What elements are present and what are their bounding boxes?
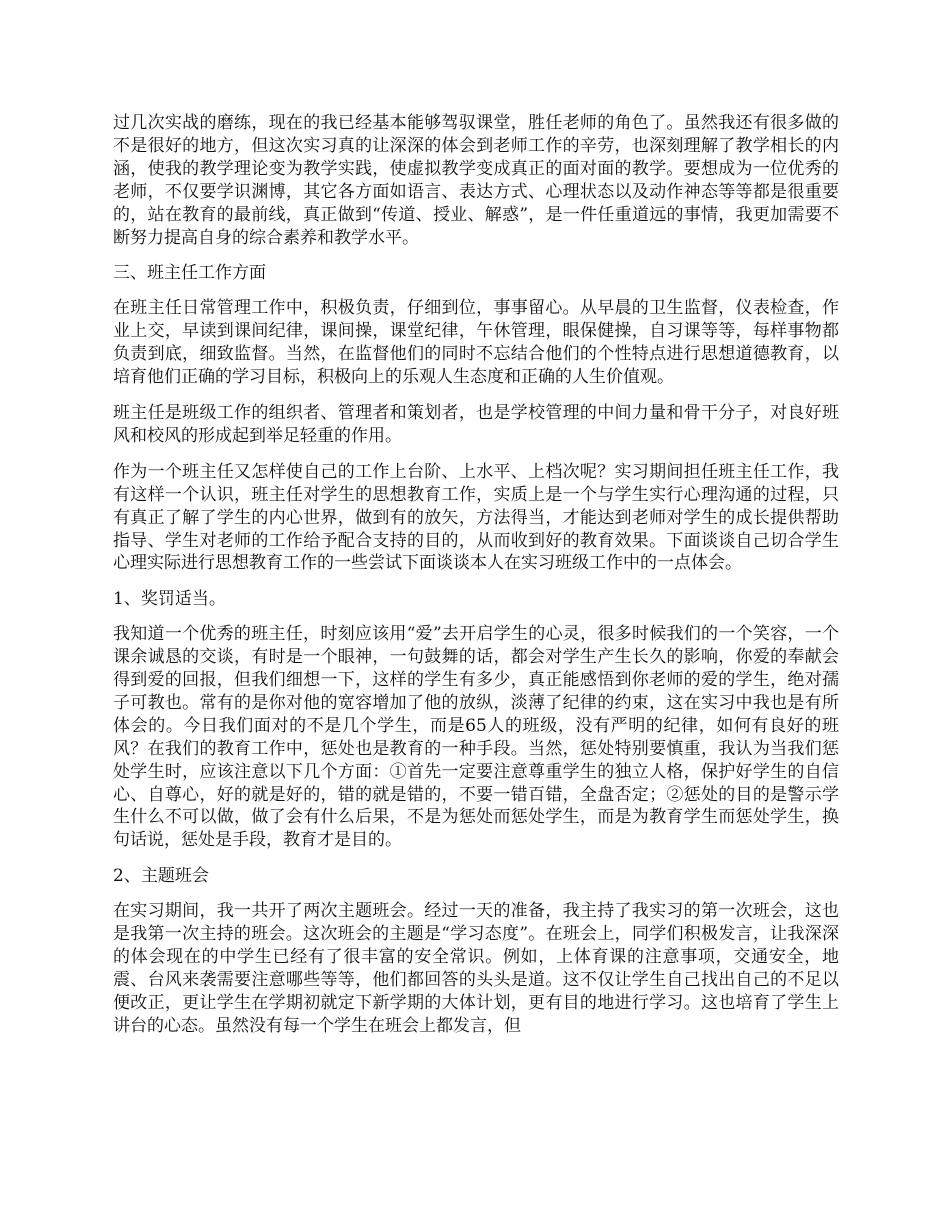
psychology-communication-paragraph: 作为一个班主任又怎样使自己的工作上台阶、上水平、上档次呢？实习期间担任班主任工作，我有这样一个认识，班主任对学生的思想教育工作，实质上是一个与学生实行心理沟通的过程，只有真正了解了学生的内心世界，做到有的放矢，方法得当，才能达到老师对学生的成长提供帮助指导、学生对老师的工作给予配合支持的目的，从而收到好的教育效果。下面谈谈自己切合学生心理实际进行思想教育工作的一些尝试下面谈谈本人在实习班级工作中的一点体会。	[113, 461, 839, 574]
reward-punishment-paragraph: 我知道一个优秀的班主任，时刻应该用“爱”去开启学生的心灵，很多时候我们的一个笑容，一个课余诚恳的交谈，有时是一个眼神，一句鼓舞的话，都会对学生产生长久的影响，你爱的奉献会得到爱的回报，但我们细想一下，这样的学生有多少，真正能感悟到你老师的爱的学生，绝对孺子可教也。常有的是你对他的宽容增加了他的放纵，淡薄了纪律的约束，这在实习中我也是有所体会的。今日我们面对的不是几个学生，而是65人的班级，没有严明的纪律，如何有良好的班风？在我们的教育工作中，惩处也是教育的一种手段。当然，惩处特别要慎重，我认为当我们惩处学生时，应该注意以下几个方面：①首先一定要注意尊重学生的独立人格，保护好学生的自信心、自尊心，好的就是好的，错的就是错的，不要一错百错，全盘否定；②惩处的目的是警示学生什么不可以做，做了会有什么后果，不是为惩处而惩处学生，而是为教育学生而惩处学生，换句话说，惩处是手段，教育才是目的。	[113, 624, 839, 851]
section-heading-class-teacher: 三、班主任工作方面	[113, 263, 266, 284]
subheading-theme-meeting: 2、主题班会	[113, 866, 209, 887]
document-page	[113, 112, 839, 1051]
intro-paragraph: 过几次实战的磨练，现在的我已经基本能够驾驭课堂，胜任老师的角色了。虽然我还有很多做的不是很好的地方，但这次实习真的让深深的体会到老师工作的辛劳，也深刻理解了教学相长的内涵，使我的教学理论变为教学实践，使虚拟教学变成真正的面对面的教学。要想成为一位优秀的老师，不仅要学识渊博，其它各方面如语言、表达方式、心理状态以及动作神态等等都是很重要的，站在教育的最前线，真正做到“传道、授业、解惑”，是一件任重道远的事情，我更加需要不断努力提高自身的综合素养和教学水平。	[113, 113, 839, 248]
subheading-reward-punishment: 1、奖罚适当。	[113, 589, 226, 610]
class-teacher-role-paragraph: 班主任是班级工作的组织者、管理者和策划者，也是学校管理的中间力量和骨干分子，对良好班风和校风的形成起到举足轻重的作用。	[113, 402, 839, 446]
daily-management-paragraph: 在班主任日常管理工作中，积极负责，仔细到位，事事留心。从早晨的卫生监督，仪表检查，作业上交，早读到课间纪律，课间操，课堂纪律，午休管理，眼保健操，自习课等等，每样事物都负责到底，细致监督。当然，在监督他们的同时不忘结合他们的个性特点进行思想道德教育，以培育他们正确的学习目标，积极向上的乐观人生态度和正确的人生价值观。	[113, 298, 839, 388]
theme-meeting-paragraph: 在实习期间，我一共开了两次主题班会。经过一天的准备，我主持了我实习的第一次班会，这也是我第一次主持的班会。这次班会的主题是“学习态度”。在班会上，同学们积极发言，让我深深的体会现在的中学生已经有了很丰富的安全常识。例如，上体育课的注意事项，交通安全，地震、台风来袭需要注意哪些等等，他们都回答的头头是道。这不仅让学生自己找出自己的不足以便改正，更让学生在学期初就定下新学期的大体计划，更有目的地进行学习。这也培育了学生上讲台的心态。虽然没有每一个学生在班会上都发言，但	[113, 901, 839, 1036]
